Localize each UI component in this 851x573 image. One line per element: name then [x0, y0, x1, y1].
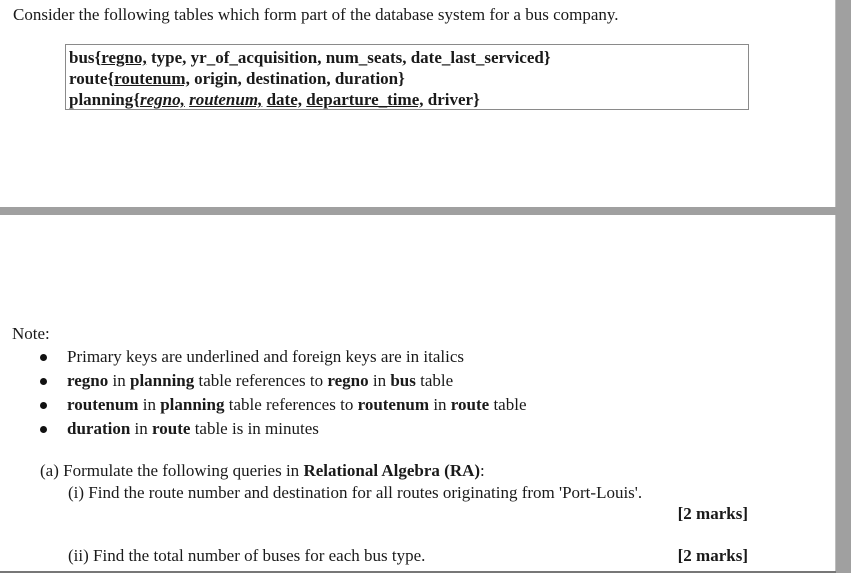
- question-a-prefix: (a) Formulate the following queries in: [40, 461, 304, 480]
- schema-planning-line: [69, 89, 748, 110]
- table-name-planning: planning: [69, 90, 134, 109]
- bullet-icon: [40, 426, 47, 433]
- term-route: route: [450, 395, 490, 414]
- bullet-text: Primary keys are underlined and foreign keys are in italics: [67, 347, 465, 366]
- question-a: [40, 461, 485, 481]
- term-regno: regno: [67, 371, 109, 390]
- brace-open: {: [133, 90, 140, 109]
- primary-key-routenum: routenum,: [114, 69, 190, 88]
- bus-attributes: type, yr_of_acquisition, num_seats, date_last_serviced}: [146, 48, 551, 67]
- note-title: Note:: [12, 324, 50, 343]
- bullet-icon: [40, 402, 47, 409]
- term-bus: bus: [390, 371, 416, 390]
- route-attributes: origin, destination, duration}: [189, 69, 405, 88]
- list-item: [40, 345, 527, 369]
- question-a-suffix: :: [480, 461, 485, 480]
- bullet-text: table references to: [224, 395, 358, 414]
- bullet-text: in: [368, 371, 391, 390]
- marks-label: [2 marks]: [677, 546, 748, 565]
- bullet-text: in: [130, 419, 153, 438]
- term-planning: planning: [129, 371, 195, 390]
- document-page-top: [0, 0, 836, 207]
- brace-open: {: [107, 69, 115, 88]
- schema-route-line: [69, 68, 748, 89]
- brace-open: {: [94, 48, 102, 67]
- question-a-i: (i) Find the route number and destination for all routes originating from 'Port-Louis'.: [68, 483, 643, 502]
- table-name-bus: bus: [69, 48, 95, 67]
- schema-box: [65, 44, 749, 110]
- term-duration: duration: [67, 419, 131, 438]
- page-separator: [0, 207, 836, 215]
- planning-attributes: driver}: [423, 90, 480, 109]
- bullet-text: in: [429, 395, 451, 414]
- bullet-icon: [40, 378, 47, 385]
- primary-key-departure-time: departure_time,: [306, 90, 424, 109]
- bullet-text: table is in minutes: [190, 419, 319, 438]
- note-bullet-list: [40, 345, 527, 441]
- viewer-right-rail: [836, 0, 851, 573]
- term-regno: regno: [327, 371, 369, 390]
- table-name-route: route: [69, 69, 108, 88]
- bullet-text: in: [138, 395, 161, 414]
- list-item: [40, 393, 527, 417]
- foreign-key-regno: regno,: [139, 90, 185, 109]
- term-planning: planning: [160, 395, 225, 414]
- bullet-text: in: [108, 371, 130, 390]
- schema-bus-line: [69, 47, 748, 68]
- intro-text: Consider the following tables which form part of the database system for a bus company.: [13, 5, 619, 24]
- term-routenum: routenum: [357, 395, 430, 414]
- term-route: route: [152, 419, 191, 438]
- marks-label: [2 marks]: [677, 504, 748, 523]
- bullet-text: table references to: [194, 371, 328, 390]
- bullet-text: table: [489, 395, 527, 414]
- primary-key-date: date,: [266, 90, 302, 109]
- term-routenum: routenum: [67, 395, 139, 414]
- question-a-ii: (ii) Find the total number of buses for each bus type.: [68, 546, 426, 565]
- question-a-bold: Relational Algebra (RA): [303, 461, 481, 480]
- primary-key-regno: regno,: [101, 48, 147, 67]
- bullet-text: table: [415, 371, 454, 390]
- bullet-icon: [40, 354, 47, 361]
- list-item: [40, 369, 527, 393]
- list-item: [40, 417, 527, 441]
- foreign-key-routenum: routenum,: [189, 90, 263, 109]
